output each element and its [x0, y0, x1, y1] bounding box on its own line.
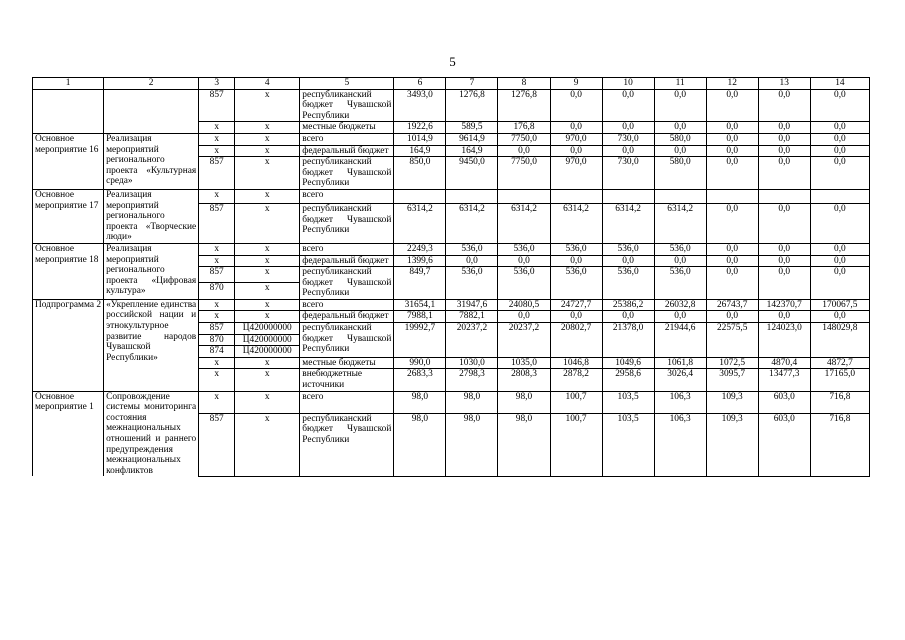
classification-code-cell: x — [235, 299, 300, 311]
value-cell-col-8 — [498, 189, 550, 203]
value-cell-col-12: 109,3 — [706, 391, 758, 413]
value-cell-col-14: 4872,7 — [810, 357, 869, 369]
header-cell: 14 — [810, 78, 869, 90]
responsible-code-cell: 857 — [199, 323, 235, 335]
value-cell-col-10: 25386,2 — [602, 299, 654, 311]
program-description-cell: Реализация мероприятий регионального проекта «Творческие люди» — [104, 189, 199, 243]
value-cell-col-7: 7882,1 — [446, 311, 498, 323]
program-name-cell: Основное мероприятие 17 — [33, 189, 104, 243]
value-cell-col-13: 0,0 — [758, 267, 810, 300]
header-cell: 12 — [706, 78, 758, 90]
value-cell-col-6: 31654,1 — [394, 299, 446, 311]
value-cell-col-6: 990,0 — [394, 357, 446, 369]
value-cell-col-10: 103,5 — [602, 413, 654, 476]
value-cell-col-9: 536,0 — [550, 267, 602, 300]
value-cell-col-12: 1072,5 — [706, 357, 758, 369]
value-cell-col-14: 0,0 — [810, 243, 869, 255]
value-cell-col-14: 148029,8 — [810, 323, 869, 358]
header-cell: 1 — [33, 78, 104, 90]
value-cell-col-6: 98,0 — [394, 391, 446, 413]
value-cell-col-11: 106,3 — [654, 391, 706, 413]
value-cell-col-12: 0,0 — [706, 133, 758, 145]
value-cell-col-6 — [394, 189, 446, 203]
value-cell-col-13: 124023,0 — [758, 323, 810, 358]
header-cell: 5 — [300, 78, 394, 90]
value-cell-col-12: 0,0 — [706, 145, 758, 157]
responsible-code-cell: x — [199, 255, 235, 267]
responsible-code-cell: 857 — [199, 267, 235, 283]
value-cell-col-9: 536,0 — [550, 243, 602, 255]
value-cell-col-10: 0,0 — [602, 255, 654, 267]
value-cell-col-9: 20802,7 — [550, 323, 602, 358]
header-cell: 4 — [235, 78, 300, 90]
value-cell-col-10: 21378,0 — [602, 323, 654, 358]
classification-code-cell: x — [235, 311, 300, 323]
value-cell-col-10: 536,0 — [602, 243, 654, 255]
value-cell-col-7: 98,0 — [446, 391, 498, 413]
value-cell-col-6: 98,0 — [394, 413, 446, 476]
responsible-code-cell: x — [199, 133, 235, 145]
value-cell-col-14: 716,8 — [810, 413, 869, 476]
value-cell-col-14: 0,0 — [810, 122, 869, 134]
classification-code-cell: Ц420000000 — [235, 323, 300, 335]
value-cell-col-14: 0,0 — [810, 89, 869, 122]
value-cell-col-13: 0,0 — [758, 243, 810, 255]
value-cell-col-9: 0,0 — [550, 255, 602, 267]
value-cell-col-12 — [706, 189, 758, 203]
value-cell-col-12: 0,0 — [706, 255, 758, 267]
value-cell-col-7: 589,5 — [446, 122, 498, 134]
header-cell: 2 — [104, 78, 199, 90]
funding-source-cell: всего — [300, 299, 394, 311]
value-cell-col-11: 580,0 — [654, 133, 706, 145]
classification-code-cell: x — [235, 157, 300, 190]
value-cell-col-7 — [446, 189, 498, 203]
value-cell-col-8: 6314,2 — [498, 204, 550, 244]
value-cell-col-9: 970,0 — [550, 133, 602, 145]
program-description-cell: Реализация мероприятий регионального проекта «Культурная среда» — [104, 133, 199, 189]
program-name-cell: Основное мероприятие 1 — [33, 391, 104, 476]
value-cell-col-11: 0,0 — [654, 122, 706, 134]
value-cell-col-11: 580,0 — [654, 157, 706, 190]
responsible-code-cell: x — [199, 391, 235, 413]
value-cell-col-13: 0,0 — [758, 157, 810, 190]
classification-code-cell: x — [235, 369, 300, 391]
value-cell-col-11: 26032,8 — [654, 299, 706, 311]
responsible-code-cell: 870 — [199, 283, 235, 299]
value-cell-col-14: 170067,5 — [810, 299, 869, 311]
value-cell-col-7: 98,0 — [446, 413, 498, 476]
table-row — [33, 243, 870, 255]
value-cell-col-10: 2958,6 — [602, 369, 654, 391]
value-cell-col-14: 0,0 — [810, 311, 869, 323]
responsible-code-cell: 857 — [199, 413, 235, 476]
value-cell-col-13: 0,0 — [758, 122, 810, 134]
value-cell-col-6: 2249,3 — [394, 243, 446, 255]
header-cell: 10 — [602, 78, 654, 90]
value-cell-col-7: 2798,3 — [446, 369, 498, 391]
value-cell-col-7: 0,0 — [446, 255, 498, 267]
value-cell-col-8: 1276,8 — [498, 89, 550, 122]
value-cell-col-12: 0,0 — [706, 243, 758, 255]
funding-source-cell: республиканский бюджет Чувашской Республики — [300, 204, 394, 244]
value-cell-col-13: 142370,7 — [758, 299, 810, 311]
value-cell-col-6: 7988,1 — [394, 311, 446, 323]
program-name-cell: Основное мероприятие 18 — [33, 243, 104, 299]
header-cell: 9 — [550, 78, 602, 90]
value-cell-col-8: 0,0 — [498, 145, 550, 157]
value-cell-col-14: 716,8 — [810, 391, 869, 413]
value-cell-col-8: 0,0 — [498, 311, 550, 323]
classification-code-cell: Ц420000000 — [235, 334, 300, 346]
table-row — [33, 133, 870, 145]
value-cell-col-11: 21944,6 — [654, 323, 706, 358]
value-cell-col-11: 0,0 — [654, 89, 706, 122]
classification-code-cell: x — [235, 145, 300, 157]
value-cell-col-7: 536,0 — [446, 243, 498, 255]
value-cell-col-13: 603,0 — [758, 413, 810, 476]
classification-code-cell: x — [235, 243, 300, 255]
header-cell: 6 — [394, 78, 446, 90]
value-cell-col-11 — [654, 189, 706, 203]
value-cell-col-11: 3026,4 — [654, 369, 706, 391]
value-cell-col-14: 17165,0 — [810, 369, 869, 391]
value-cell-col-11: 6314,2 — [654, 204, 706, 244]
value-cell-col-6: 1922,6 — [394, 122, 446, 134]
table-row — [33, 391, 870, 413]
funding-source-cell: республиканский бюджет Чувашской Республики — [300, 267, 394, 300]
value-cell-col-6: 3493,0 — [394, 89, 446, 122]
value-cell-col-8: 536,0 — [498, 267, 550, 300]
value-cell-col-8: 98,0 — [498, 391, 550, 413]
value-cell-col-8: 98,0 — [498, 413, 550, 476]
responsible-code-cell: x — [199, 145, 235, 157]
responsible-code-cell: 870 — [199, 334, 235, 346]
value-cell-col-6: 850,0 — [394, 157, 446, 190]
value-cell-col-13: 0,0 — [758, 311, 810, 323]
value-cell-col-14: 0,0 — [810, 145, 869, 157]
value-cell-col-13: 0,0 — [758, 89, 810, 122]
funding-source-cell: всего — [300, 133, 394, 145]
responsible-code-cell: 857 — [199, 89, 235, 122]
funding-source-cell: республиканский бюджет Чувашской Республики — [300, 323, 394, 358]
responsible-code-cell: 857 — [199, 157, 235, 190]
funding-source-cell: внебюджетные источники — [300, 369, 394, 391]
value-cell-col-11: 0,0 — [654, 311, 706, 323]
value-cell-col-11: 0,0 — [654, 145, 706, 157]
classification-code-cell: x — [235, 122, 300, 134]
header-cell: 3 — [199, 78, 235, 90]
value-cell-col-9: 1046,8 — [550, 357, 602, 369]
value-cell-col-12: 0,0 — [706, 122, 758, 134]
value-cell-col-8: 176,8 — [498, 122, 550, 134]
value-cell-col-7: 9450,0 — [446, 157, 498, 190]
value-cell-col-6: 19992,7 — [394, 323, 446, 358]
value-cell-col-8: 1035,0 — [498, 357, 550, 369]
budget-table — [32, 77, 870, 477]
value-cell-col-12: 0,0 — [706, 267, 758, 300]
value-cell-col-8: 536,0 — [498, 243, 550, 255]
value-cell-col-9: 100,7 — [550, 413, 602, 476]
value-cell-col-8: 7750,0 — [498, 133, 550, 145]
value-cell-col-14: 0,0 — [810, 133, 869, 145]
value-cell-col-8: 0,0 — [498, 255, 550, 267]
value-cell-col-10: 536,0 — [602, 267, 654, 300]
value-cell-col-11: 106,3 — [654, 413, 706, 476]
classification-code-cell: x — [235, 204, 300, 244]
value-cell-col-13: 13477,3 — [758, 369, 810, 391]
value-cell-col-7: 31947,6 — [446, 299, 498, 311]
header-cell: 13 — [758, 78, 810, 90]
classification-code-cell: x — [235, 189, 300, 203]
program-description-cell: Реализация мероприятий регионального проекта «Цифровая культура» — [104, 243, 199, 299]
responsible-code-cell: 857 — [199, 204, 235, 244]
value-cell-col-12: 109,3 — [706, 413, 758, 476]
value-cell-col-14: 0,0 — [810, 157, 869, 190]
responsible-code-cell: x — [199, 189, 235, 203]
value-cell-col-10: 0,0 — [602, 145, 654, 157]
program-description-cell: «Укрепление единства российской нации и этнокультурное развитие народов Чувашской Республики» — [104, 299, 199, 391]
value-cell-col-9: 0,0 — [550, 89, 602, 122]
responsible-code-cell: x — [199, 243, 235, 255]
value-cell-col-6: 849,7 — [394, 267, 446, 300]
value-cell-col-8: 2808,3 — [498, 369, 550, 391]
value-cell-col-7: 536,0 — [446, 267, 498, 300]
value-cell-col-13: 4870,4 — [758, 357, 810, 369]
value-cell-col-14: 0,0 — [810, 267, 869, 300]
value-cell-col-14 — [810, 189, 869, 203]
funding-source-cell: республиканский бюджет Чувашской Республики — [300, 89, 394, 122]
table-row — [33, 299, 870, 311]
responsible-code-cell: x — [199, 122, 235, 134]
value-cell-col-9: 0,0 — [550, 145, 602, 157]
value-cell-col-14: 0,0 — [810, 255, 869, 267]
responsible-code-cell: x — [199, 299, 235, 311]
value-cell-col-6: 164,9 — [394, 145, 446, 157]
program-name-cell — [33, 89, 104, 133]
value-cell-col-12: 0,0 — [706, 204, 758, 244]
value-cell-col-10: 0,0 — [602, 122, 654, 134]
value-cell-col-11: 1061,8 — [654, 357, 706, 369]
header-row — [33, 78, 870, 90]
value-cell-col-9 — [550, 189, 602, 203]
value-cell-col-10: 1049,6 — [602, 357, 654, 369]
program-description-cell — [104, 89, 199, 133]
value-cell-col-7: 1030,0 — [446, 357, 498, 369]
table-row — [33, 189, 870, 203]
program-name-cell: Основное мероприятие 16 — [33, 133, 104, 189]
value-cell-col-13: 603,0 — [758, 391, 810, 413]
value-cell-col-12: 0,0 — [706, 157, 758, 190]
responsible-code-cell: x — [199, 369, 235, 391]
value-cell-col-7: 9614,9 — [446, 133, 498, 145]
value-cell-col-11: 0,0 — [654, 255, 706, 267]
table-row — [33, 89, 870, 122]
value-cell-col-9: 100,7 — [550, 391, 602, 413]
value-cell-col-12: 0,0 — [706, 311, 758, 323]
value-cell-col-14: 0,0 — [810, 204, 869, 244]
value-cell-col-7: 20237,2 — [446, 323, 498, 358]
page-number: 5 — [449, 54, 456, 69]
value-cell-col-8: 24080,5 — [498, 299, 550, 311]
funding-source-cell: всего — [300, 243, 394, 255]
value-cell-col-10: 730,0 — [602, 133, 654, 145]
value-cell-col-12: 3095,7 — [706, 369, 758, 391]
value-cell-col-9: 0,0 — [550, 311, 602, 323]
responsible-code-cell: x — [199, 357, 235, 369]
value-cell-col-10 — [602, 189, 654, 203]
value-cell-col-13 — [758, 189, 810, 203]
value-cell-col-6: 6314,2 — [394, 204, 446, 244]
value-cell-col-10: 0,0 — [602, 311, 654, 323]
value-cell-col-9: 6314,2 — [550, 204, 602, 244]
value-cell-col-6: 1399,6 — [394, 255, 446, 267]
value-cell-col-10: 730,0 — [602, 157, 654, 190]
funding-source-cell: республиканский бюджет Чувашской Республики — [300, 157, 394, 190]
responsible-code-cell: 874 — [199, 346, 235, 358]
value-cell-col-9: 970,0 — [550, 157, 602, 190]
value-cell-col-10: 6314,2 — [602, 204, 654, 244]
header-cell: 8 — [498, 78, 550, 90]
value-cell-col-9: 2878,2 — [550, 369, 602, 391]
value-cell-col-7: 6314,2 — [446, 204, 498, 244]
responsible-code-cell: x — [199, 311, 235, 323]
classification-code-cell: x — [235, 283, 300, 299]
funding-source-cell: местные бюджеты — [300, 122, 394, 134]
value-cell-col-6: 2683,3 — [394, 369, 446, 391]
funding-source-cell: федеральный бюджет — [300, 255, 394, 267]
funding-source-cell: всего — [300, 189, 394, 203]
classification-code-cell: x — [235, 357, 300, 369]
value-cell-col-8: 7750,0 — [498, 157, 550, 190]
classification-code-cell: x — [235, 267, 300, 283]
classification-code-cell: x — [235, 89, 300, 122]
value-cell-col-12: 22575,5 — [706, 323, 758, 358]
classification-code-cell: x — [235, 391, 300, 413]
funding-source-cell: федеральный бюджет — [300, 311, 394, 323]
classification-code-cell: x — [235, 255, 300, 267]
value-cell-col-9: 0,0 — [550, 122, 602, 134]
value-cell-col-12: 26743,7 — [706, 299, 758, 311]
classification-code-cell: Ц420000000 — [235, 346, 300, 358]
value-cell-col-9: 24727,7 — [550, 299, 602, 311]
value-cell-col-10: 103,5 — [602, 391, 654, 413]
funding-source-cell: федеральный бюджет — [300, 145, 394, 157]
value-cell-col-8: 20237,2 — [498, 323, 550, 358]
funding-source-cell: республиканский бюджет Чувашской Республики — [300, 413, 394, 476]
value-cell-col-13: 0,0 — [758, 255, 810, 267]
value-cell-col-13: 0,0 — [758, 204, 810, 244]
value-cell-col-7: 164,9 — [446, 145, 498, 157]
header-cell: 11 — [654, 78, 706, 90]
value-cell-col-13: 0,0 — [758, 133, 810, 145]
value-cell-col-11: 536,0 — [654, 243, 706, 255]
classification-code-cell: x — [235, 413, 300, 476]
program-description-cell: Сопровождение системы мониторинга состояния межнациональных отношений и раннего предупреждения межнациональных конфликтов — [104, 391, 199, 476]
value-cell-col-10: 0,0 — [602, 89, 654, 122]
program-name-cell: Подпрограмма 2 — [33, 299, 104, 391]
value-cell-col-6: 1014,9 — [394, 133, 446, 145]
value-cell-col-13: 0,0 — [758, 145, 810, 157]
header-cell: 7 — [446, 78, 498, 90]
classification-code-cell: x — [235, 133, 300, 145]
value-cell-col-7: 1276,8 — [446, 89, 498, 122]
value-cell-col-12: 0,0 — [706, 89, 758, 122]
value-cell-col-11: 536,0 — [654, 267, 706, 300]
funding-source-cell: всего — [300, 391, 394, 413]
funding-source-cell: местные бюджеты — [300, 357, 394, 369]
